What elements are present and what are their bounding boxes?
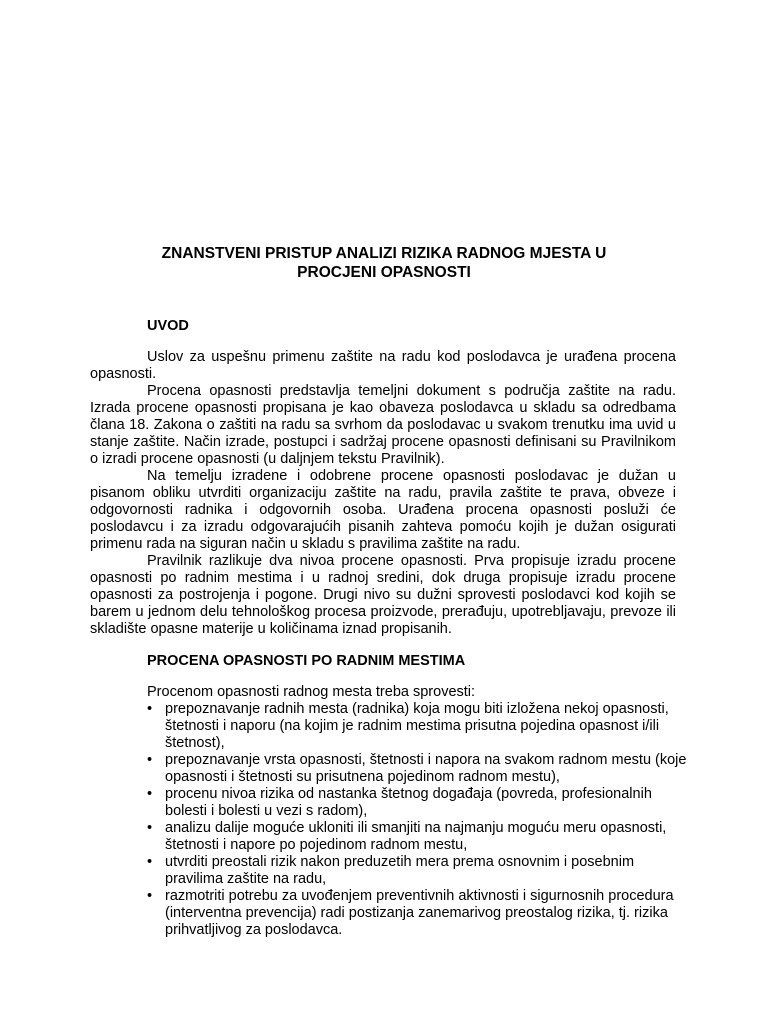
list-item	[147, 888, 687, 939]
bullet-icon: •	[147, 701, 153, 717]
document-title	[90, 244, 678, 282]
bullet-icon: •	[147, 752, 153, 768]
list-item-text: utvrditi preostali rizik nakon preduzetih mera prema osnovnim i posebnim pravilima zaštite na radu,	[165, 854, 635, 887]
section-heading-procena: PROCENA OPASNOSTI PO RADNIM MESTIMA	[147, 653, 466, 669]
bullet-icon: •	[147, 888, 153, 904]
list-item-text: analizu dalije moguće ukloniti ili smanjiti na najmanju moguću meru opasnosti, štetnosti i napore po pojedinom radnom mestu,	[165, 820, 667, 853]
list-item	[147, 820, 687, 854]
paragraph: Pravilnik razlikuje dva nivoa procene opasnosti. Prva propisuje izradu procene opasnosti po radnim mestima i u radnoj sredini, dok druga propisuje izradu procene opasnosti za postrojenja i pogone. Drugi nivo su dužni sprovesti poslodavci kod kojih se barem u jednom delu tehnološkog procesa proizvode, prerađuju, upotrebljavaju, prevoze ili skladište opasne materije u količinama iznad propisanih.	[90, 553, 676, 637]
bullet-icon: •	[147, 786, 153, 802]
paragraph: Na temelju izradene i odobrene procene opasnosti poslodavac je dužan u pisanom obliku utvrditi organizaciju zaštite na radu, pravila zaštite te prava, obveze i odgovornosti radnika i odgovornih osoba. Urađena procena opasnosti posluži će poslodavcu i za izradu odgovarajućih pisanih zahteva pomoću kojih je dužan osigurati primenu rada na siguran način u skladu s pravilima zaštite na radu.	[90, 468, 676, 552]
list-item	[147, 752, 687, 786]
list-item-text: prepoznavanje radnih mesta (radnika) koja mogu biti izložena nekoj opasnosti, štetnosti i naporu (na kojim je radnim mestima prisutna pojedina opasnost i/ili štetnost),	[165, 701, 669, 751]
paragraph: Procena opasnosti predstavlja temeljni dokument s područja zaštite na radu. Izrada procene opasnosti propisana je kao obaveza poslodavca u skladu sa odredbama člana 18. Zakona o zaštiti na radu sa svrhom da poslodavac u svakom trenutku ima uvid u stanje zaštite. Način izrade, postupci i sadržaj procene opasnosti definisani su Pravilnikom o izradi procene opasnosti (u daljnjem tekstu Pravilnik).	[90, 383, 676, 467]
intro-text-block	[90, 349, 676, 638]
list-item	[147, 786, 687, 820]
bullet-list	[147, 701, 687, 939]
list-lead-text: Procenom opasnosti radnog mesta treba sprovesti:	[147, 684, 476, 700]
list-item-text: prepoznavanje vrsta opasnosti, štetnosti i napora na svakom radnom mestu (koje opasnosti i štetnosti su prisutnena pojedinom radnom mestu),	[165, 752, 687, 785]
document-title-line-2: PROCJENI OPASNOSTI	[297, 264, 471, 281]
bullet-icon: •	[147, 854, 153, 870]
section-heading-uvod: UVOD	[147, 318, 189, 334]
list-item	[147, 854, 687, 888]
list-item	[147, 701, 687, 752]
list-item-text: procenu nivoa rizika od nastanka štetnog događaja (povreda, profesionalnih bolesti i bolesti u vezi s radom),	[165, 786, 652, 819]
paragraph: Uslov za uspešnu primenu zaštite na radu kod poslodavca je urađena procena opasnosti.	[90, 349, 676, 382]
document-title-line-1: ZNANSTVENI PRISTUP ANALIZI RIZIKA RADNOG MJESTA U	[161, 245, 607, 262]
list-item-text: razmotriti potrebu za uvođenjem preventivnih aktivnosti i sigurnosnih procedura (interventna prevencija) radi postizanja zanemarivog preostalog rizika, tj. rizika prihvatljivog za poslodavca.	[165, 888, 674, 938]
bullet-icon: •	[147, 820, 153, 836]
